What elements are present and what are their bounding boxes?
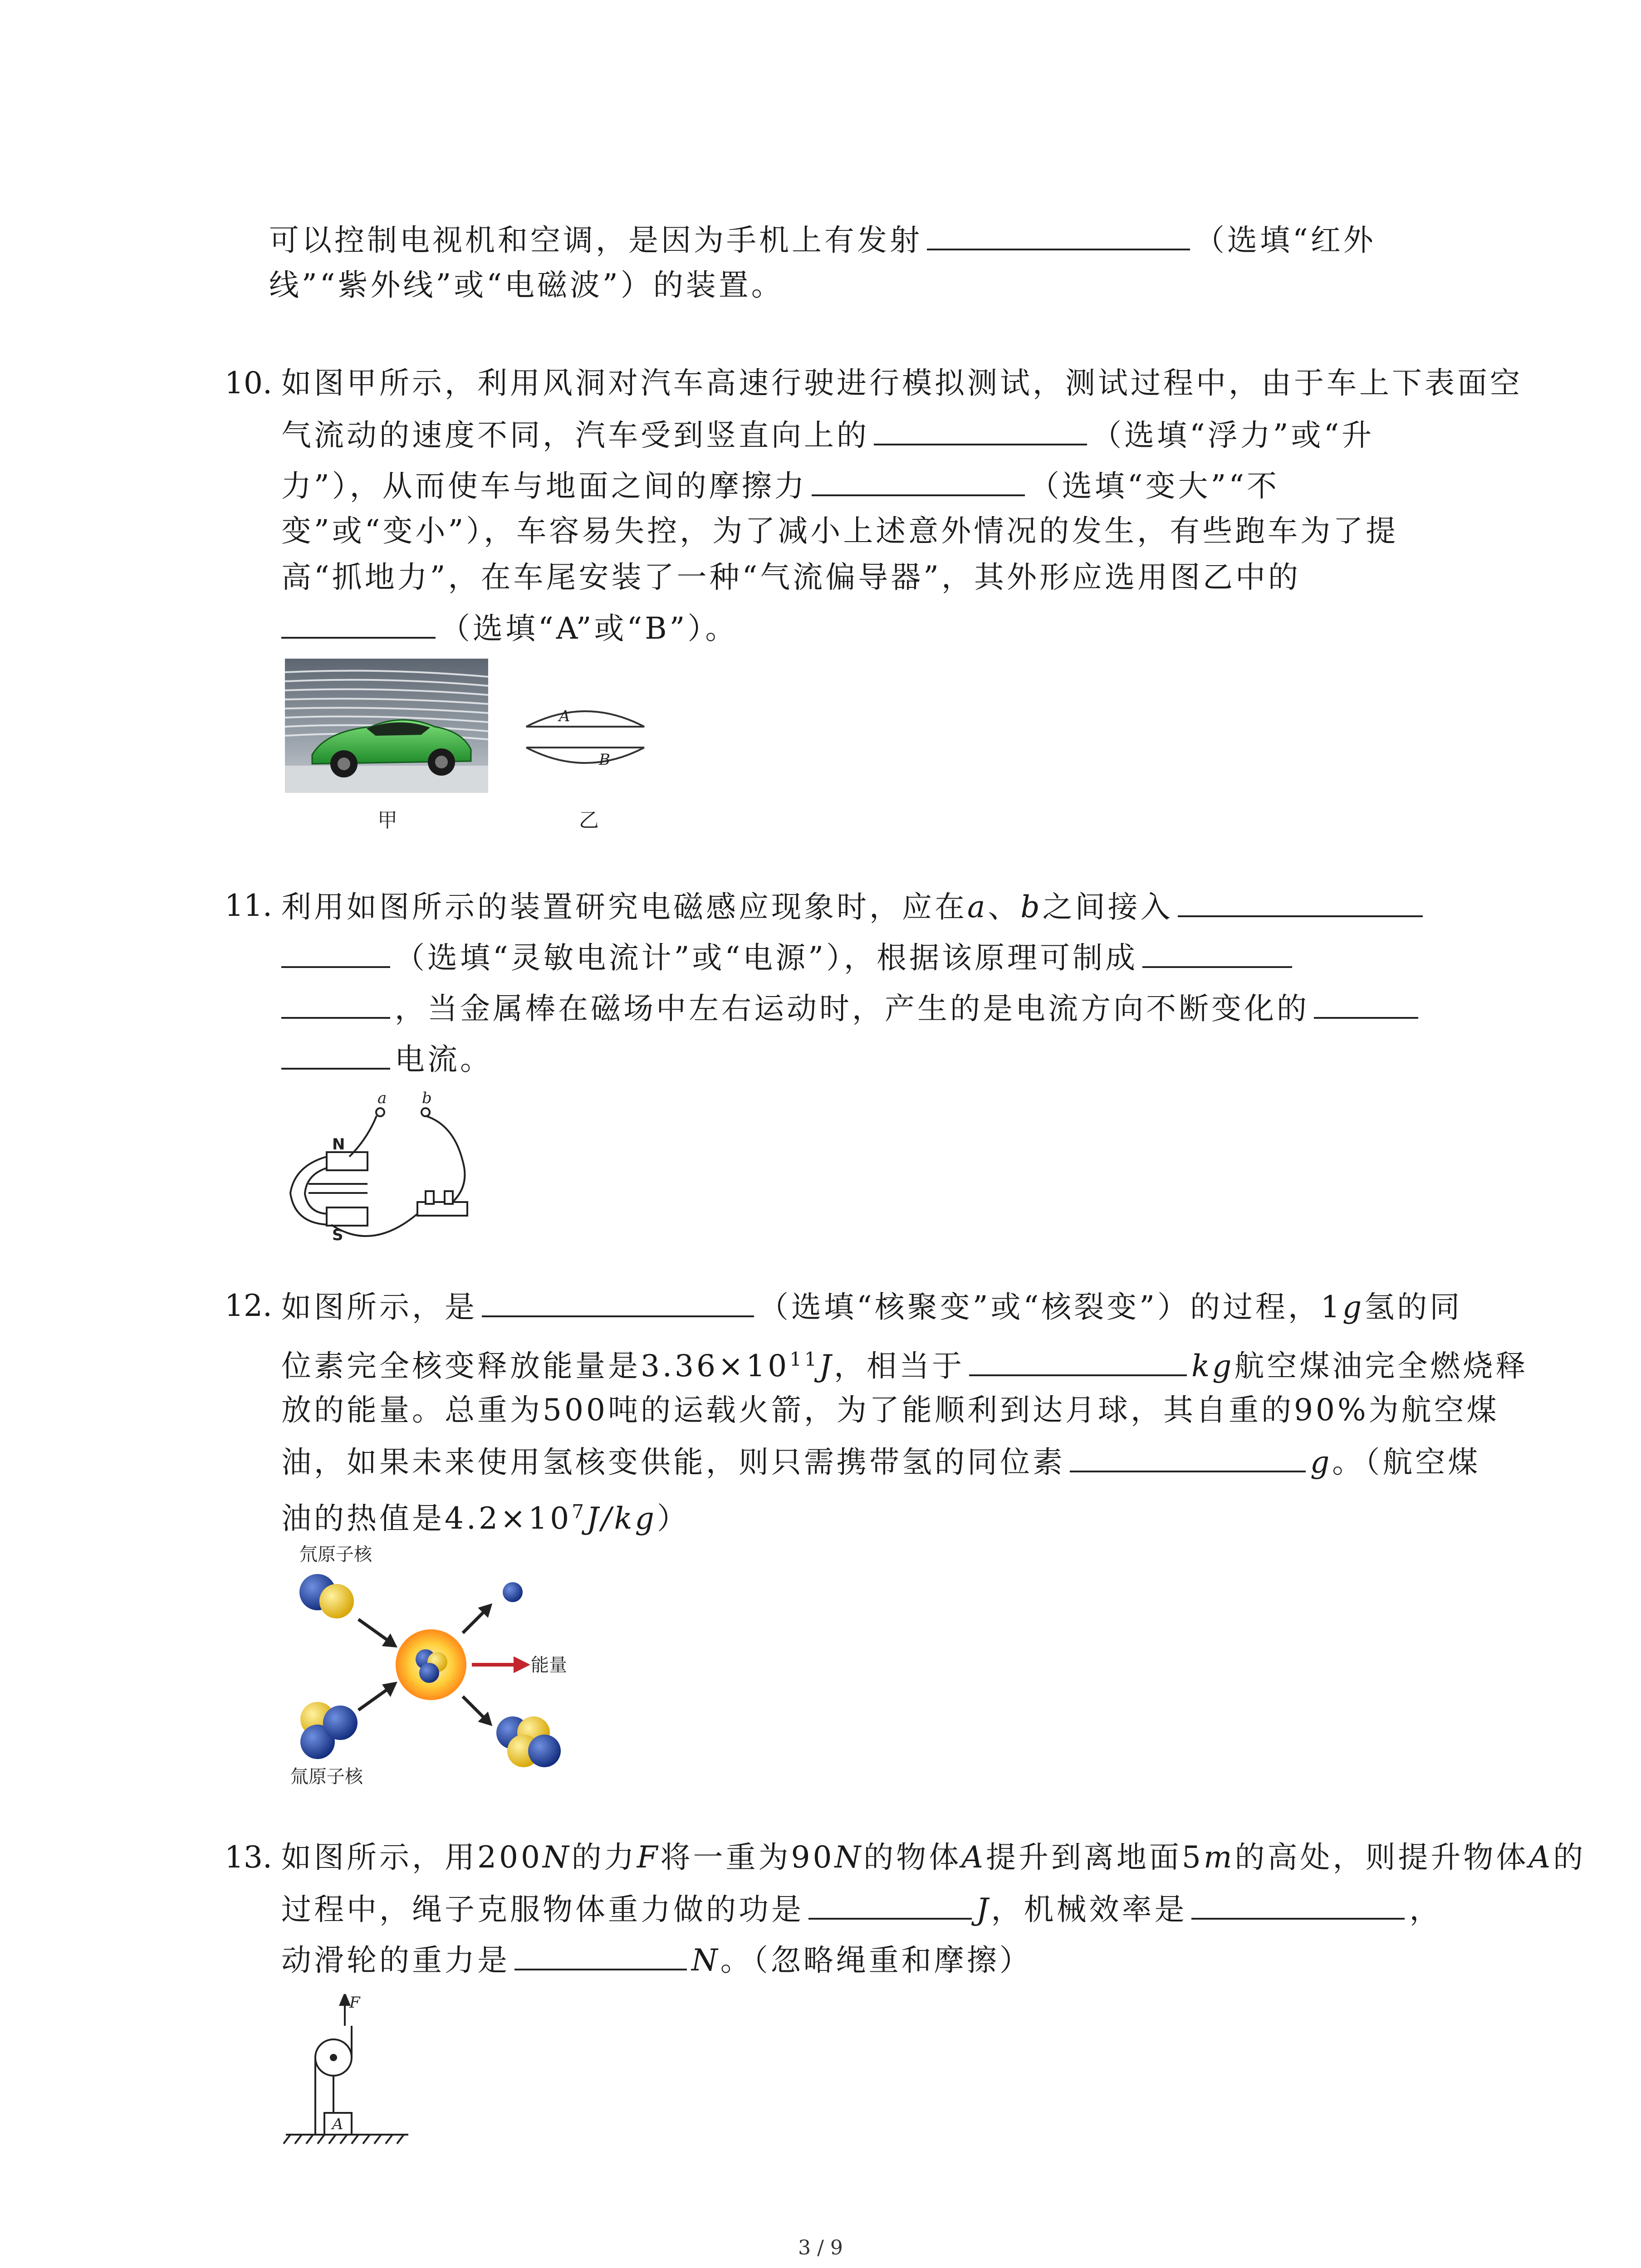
wind-tunnel-car-image	[285, 659, 488, 793]
q11-line-3: ，当金属棒在磁场中左右运动时，产生的是电流方向不断变化的	[281, 987, 1423, 1029]
answer-blank[interactable]	[927, 219, 1190, 250]
figure-caption-yi: 乙	[579, 809, 599, 832]
q12-line-1: 如图所示，是 （选填“核聚变”或“核裂变”）的过程，1g氢的同	[281, 1286, 1462, 1328]
question-number: 12.	[225, 1288, 272, 1323]
magnet-north-label: N	[332, 1135, 345, 1154]
q10-line-2: 气流动的速度不同，汽车受到竖直向上的 （选填“浮力”或“升	[281, 414, 1374, 456]
q11-line-1: 利用如图所示的装置研究电磁感应现象时，应在a、b之间接入	[281, 885, 1427, 928]
answer-blank[interactable]	[281, 987, 390, 1019]
airfoil-label-b: B	[599, 751, 610, 769]
induction-apparatus	[281, 1089, 481, 1243]
q12-line-5: 油的热值是$4.2\times 10^7J/kg$）	[281, 1501, 690, 1536]
question-number: 10.	[225, 366, 272, 401]
answer-blank[interactable]	[281, 607, 436, 639]
nuclear-fusion-diagram	[281, 1542, 599, 1796]
q11-line-2: （选填“灵敏电流计”或“电源”），根据该原理可制成	[281, 936, 1297, 978]
q10-line-5: 高“抓地力”，在车尾安装了一种“气流偏导器”，其外形应选用图乙中的	[281, 560, 1301, 595]
airfoil-shapes	[522, 698, 649, 784]
answer-blank[interactable]	[1142, 936, 1292, 968]
answer-blank[interactable]	[808, 1888, 972, 1920]
force-f-label: F	[349, 1994, 360, 2012]
wind-tunnel-photo	[285, 659, 488, 793]
movable-pulley-diagram	[281, 1994, 417, 2148]
answer-blank[interactable]	[1178, 885, 1423, 917]
q12-line-4: 油，如果未来使用氢核变供能，则只需携带氢的同位素 g。（航空煤	[281, 1441, 1480, 1483]
answer-blank[interactable]	[514, 1939, 687, 1970]
magnet-south-label: S	[332, 1226, 343, 1243]
q9-line-2: 线”“紫外线”或“电磁波”）的装置。	[269, 268, 784, 303]
deuterium-label: 氘原子核	[299, 1544, 372, 1565]
energy-label: 能量	[531, 1655, 567, 1676]
terminal-a-label: a	[377, 1089, 387, 1107]
answer-blank[interactable]	[1191, 1888, 1405, 1920]
tritium-label: 氚原子核	[290, 1766, 363, 1787]
q12-line-3: 放的能量。总重为500吨的运载火箭，为了能顺利到达月球，其自重的90%为航空煤	[281, 1393, 1499, 1427]
answer-blank[interactable]	[1070, 1441, 1306, 1472]
q13-line-2: 过程中，绳子克服物体重力做的功是 J，机械效率是 ，	[281, 1888, 1442, 1930]
q12-line-2: 位素完全核变释放能量是$3.36\times 10^{11}J$，相当于 kg航空煤油完全燃烧释	[281, 1339, 1528, 1387]
question-number: 13.	[225, 1840, 272, 1875]
fusion-illustration	[281, 1542, 599, 1796]
answer-blank[interactable]	[969, 1344, 1187, 1376]
airfoil-label-a: A	[559, 707, 570, 725]
airfoil-diagram	[522, 698, 649, 784]
q10-line-1: 如图甲所示，利用风洞对汽车高速行驶进行模拟测试，测试过程中，由于车上下表面空	[281, 366, 1523, 401]
q10-line-4: 变”或“变小”），车容易失控，为了减小上述意外情况的发生，有些跑车为了提	[281, 513, 1399, 548]
q10-line-6: （选填“A”或“B”）。	[281, 607, 738, 649]
electromagnetic-induction-diagram	[281, 1089, 481, 1243]
q13-line-1: 如图所示，用200N的力F将一重为90N的物体A提升到离地面5m的高处，则提升物体A的	[281, 1840, 1586, 1875]
page-number: 3 / 9	[798, 2236, 843, 2259]
terminal-b-label: b	[422, 1089, 432, 1107]
q10-line-3: 力”），从而使车与地面之间的摩擦力 （选填“变大”“不	[281, 464, 1279, 507]
answer-blank[interactable]	[812, 464, 1025, 496]
figure-caption-jia: 甲	[377, 809, 397, 832]
answer-blank[interactable]	[482, 1286, 754, 1317]
answer-blank[interactable]	[281, 936, 390, 968]
pulley-illustration	[281, 1994, 417, 2148]
answer-blank[interactable]	[281, 1038, 390, 1070]
answer-blank[interactable]	[874, 414, 1087, 445]
q13-line-3: 动滑轮的重力是 N。（忽略绳重和摩擦）	[281, 1939, 1032, 1981]
question-number: 11.	[225, 888, 272, 923]
q11-line-4: 电流。	[281, 1038, 493, 1080]
answer-blank[interactable]	[1314, 987, 1418, 1019]
object-a-label: A	[332, 2115, 343, 2133]
q9-line-1: 可以控制电视机和空调，是因为手机上有发射 （选填“红外	[269, 219, 1376, 261]
